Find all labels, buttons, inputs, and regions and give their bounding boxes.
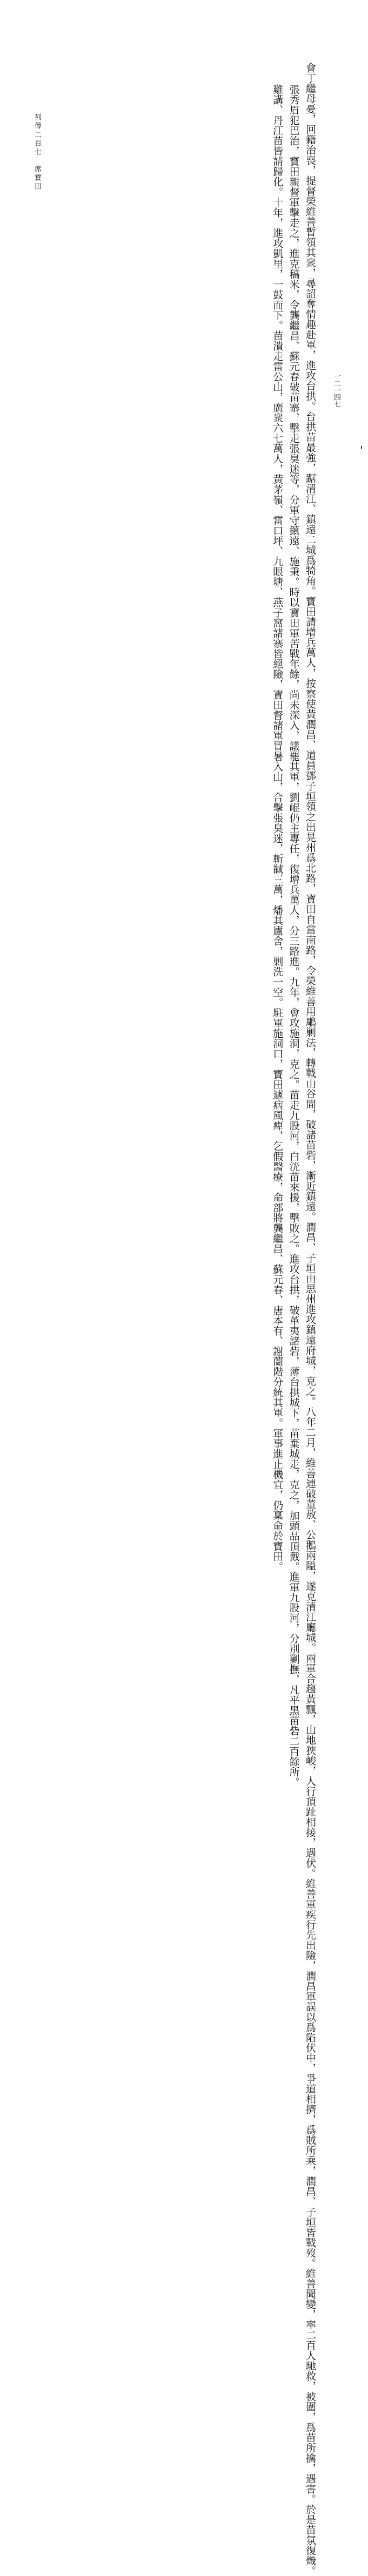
margin-mark (361, 446, 362, 449)
paragraph-3: 雞講、丹江苗皆請歸化。十年，進攻凱里，一鼓而下。苗潰走雷公山，廣衆六七萬人，黃茅嶺、雷口坪、九眼塘、燕子窩諸寨皆絕險，寶田督諸軍冒暑入山，合擊張臭迷，斬馘三萬，燔其廬舍，剿洗一空。駐軍施洞口，寶田遽病風痺，乞假醫療，命部將龔繼昌、蘇元春、唐本有、謝蘭階分統其軍。軍事進止機宜，仍稟命於寶田。 (271, 84, 284, 1572)
running-title: 列傳二百七 席寶田 (33, 113, 41, 191)
paragraph-1: 會丁繼母憂，回籍治喪，提督榮維善暫領其衆，尋詔奪情趣赴軍，進攻台拱。台拱苗最強，踞清江、鎮遠二城爲犄角。寶田請增兵萬人，按察使黃潤昌、道員鄧子垣領之出晃州爲北路，寶田自當南路，令榮維善用鵰剿法，轉戰山谷間，破諸苗砦，漸近鎮遠。潤昌、子垣由思州進攻鎮遠府城，克之。八年二月，維善連破董敖、公鵝兩隘，遂克清江廳城。兩軍合趨黃飄，山地狹峻，人行頂趾相接，遇伏。維善軍疾行先出險，潤昌軍誤以爲陷伏中，爭道相擠，爲賊所乘，潤昌、子垣皆戰歿。維善聞變，率二百人馳救，被圍，爲苗所擒，遇害。於是苗氛復熾。 (304, 63, 316, 2576)
page-number: 一二一四七 (332, 373, 340, 408)
paragraph-2: 張秀眉犯巴治，寶田親督軍擊走之，進克稿米，令龔繼昌、蘇元春破苗寨，擊走張臭迷等，分軍守鎮遠、施秉。時以寶田軍苦戰年餘，尚未深入，議罷其軍，劉崐仍主專任，復增兵萬人，分三路進。九年，會攻施洞，克之。苗走九股河，白洸苗來援，擊敗之。進攻台拱，破革夷諸砦，薄台拱城下，苗棄城走，克之，加頭品頂戴。進軍九股河，分別剿撫，凡平黑苗砦二百餘所。 (287, 84, 300, 1787)
body-text (52, 63, 318, 2576)
